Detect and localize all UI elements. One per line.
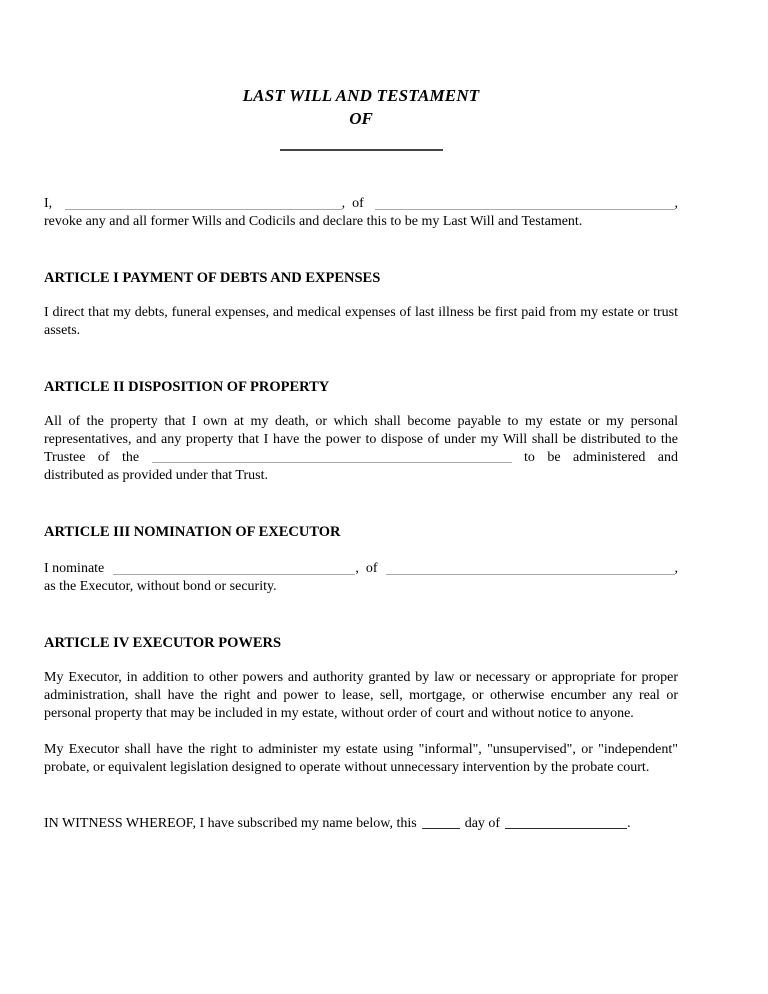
article-2-heading: ARTICLE II DISPOSITION OF PROPERTY (44, 379, 330, 395)
document-subtitle-of: OF (349, 109, 373, 128)
month-blank (505, 825, 627, 829)
opening-residence-blank (375, 196, 675, 210)
testator-name-blank-line (280, 149, 443, 151)
article-2-body (44, 413, 678, 485)
opening-revocation-text: revoke any and all former Wills and Codicils and declare this to be my Last Will and Testament. (44, 214, 583, 229)
opening-of-label: , of (341, 196, 364, 211)
opening-trailing-comma: , (674, 196, 678, 211)
executor-name-blank (113, 561, 355, 575)
trust-name-blank (152, 459, 512, 463)
document-title: LAST WILL AND TESTAMENT (242, 86, 480, 105)
article-1-body: I direct that my debts, funeral expenses, and medical expenses of last illness be first paid from my estate or trust assets. (44, 305, 678, 338)
article-2-text-before-blank: All of the property that I own at my death, or which shall become payable to my estate or my personal representatives, and any property that I have the power to dispose of under my Will shall be distributed to the Trustee of the (44, 414, 678, 465)
nominate-trailing-comma: , (674, 561, 678, 576)
article-2-text-after-blank: to be administered and distributed as provided under that Trust. (44, 450, 679, 483)
opening-declaration (44, 193, 678, 231)
executor-fill-line (44, 558, 678, 578)
article-4-section (44, 634, 678, 777)
article-1-section (44, 269, 678, 340)
article-1-heading: ARTICLE I PAYMENT OF DEBTS AND EXPENSES (44, 270, 381, 286)
executor-residence-blank (386, 561, 674, 575)
executor-bond-text: as the Executor, without bond or security. (44, 579, 277, 594)
witness-text: IN WITNESS WHEREOF, I have subscribed my name below, this (44, 816, 417, 831)
article-4-body-2: My Executor shall have the right to administer my estate using "informal", "unsupervised", or "independent" probate, or equivalent legislation designed to operate without unnecessary intervention by the probate court. (44, 742, 678, 775)
opening-prefix: I, (44, 196, 53, 211)
opening-name-blank (65, 196, 341, 210)
day-blank (422, 825, 460, 829)
day-of-label: day of (464, 816, 501, 831)
article-3-heading: ARTICLE III NOMINATION OF EXECUTOR (44, 524, 341, 540)
article-3-section (44, 523, 678, 596)
document-header (44, 84, 678, 151)
opening-fill-line (44, 193, 678, 213)
witness-period: . (627, 816, 631, 831)
article-2-section (44, 378, 678, 485)
article-4-heading: ARTICLE IV EXECUTOR POWERS (44, 635, 282, 651)
nominate-prefix: I nominate (44, 561, 105, 576)
article-4-body-1: My Executor, in addition to other powers and authority granted by law or necessary or appropriate for proper administration, shall have the right and power to lease, sell, mortgage, or otherwise encumber any real or personal property that may be included in my estate, without order of court and without notice to anyone. (44, 670, 678, 721)
witness-clause (44, 815, 678, 833)
nominate-of-label: , of (355, 561, 378, 576)
